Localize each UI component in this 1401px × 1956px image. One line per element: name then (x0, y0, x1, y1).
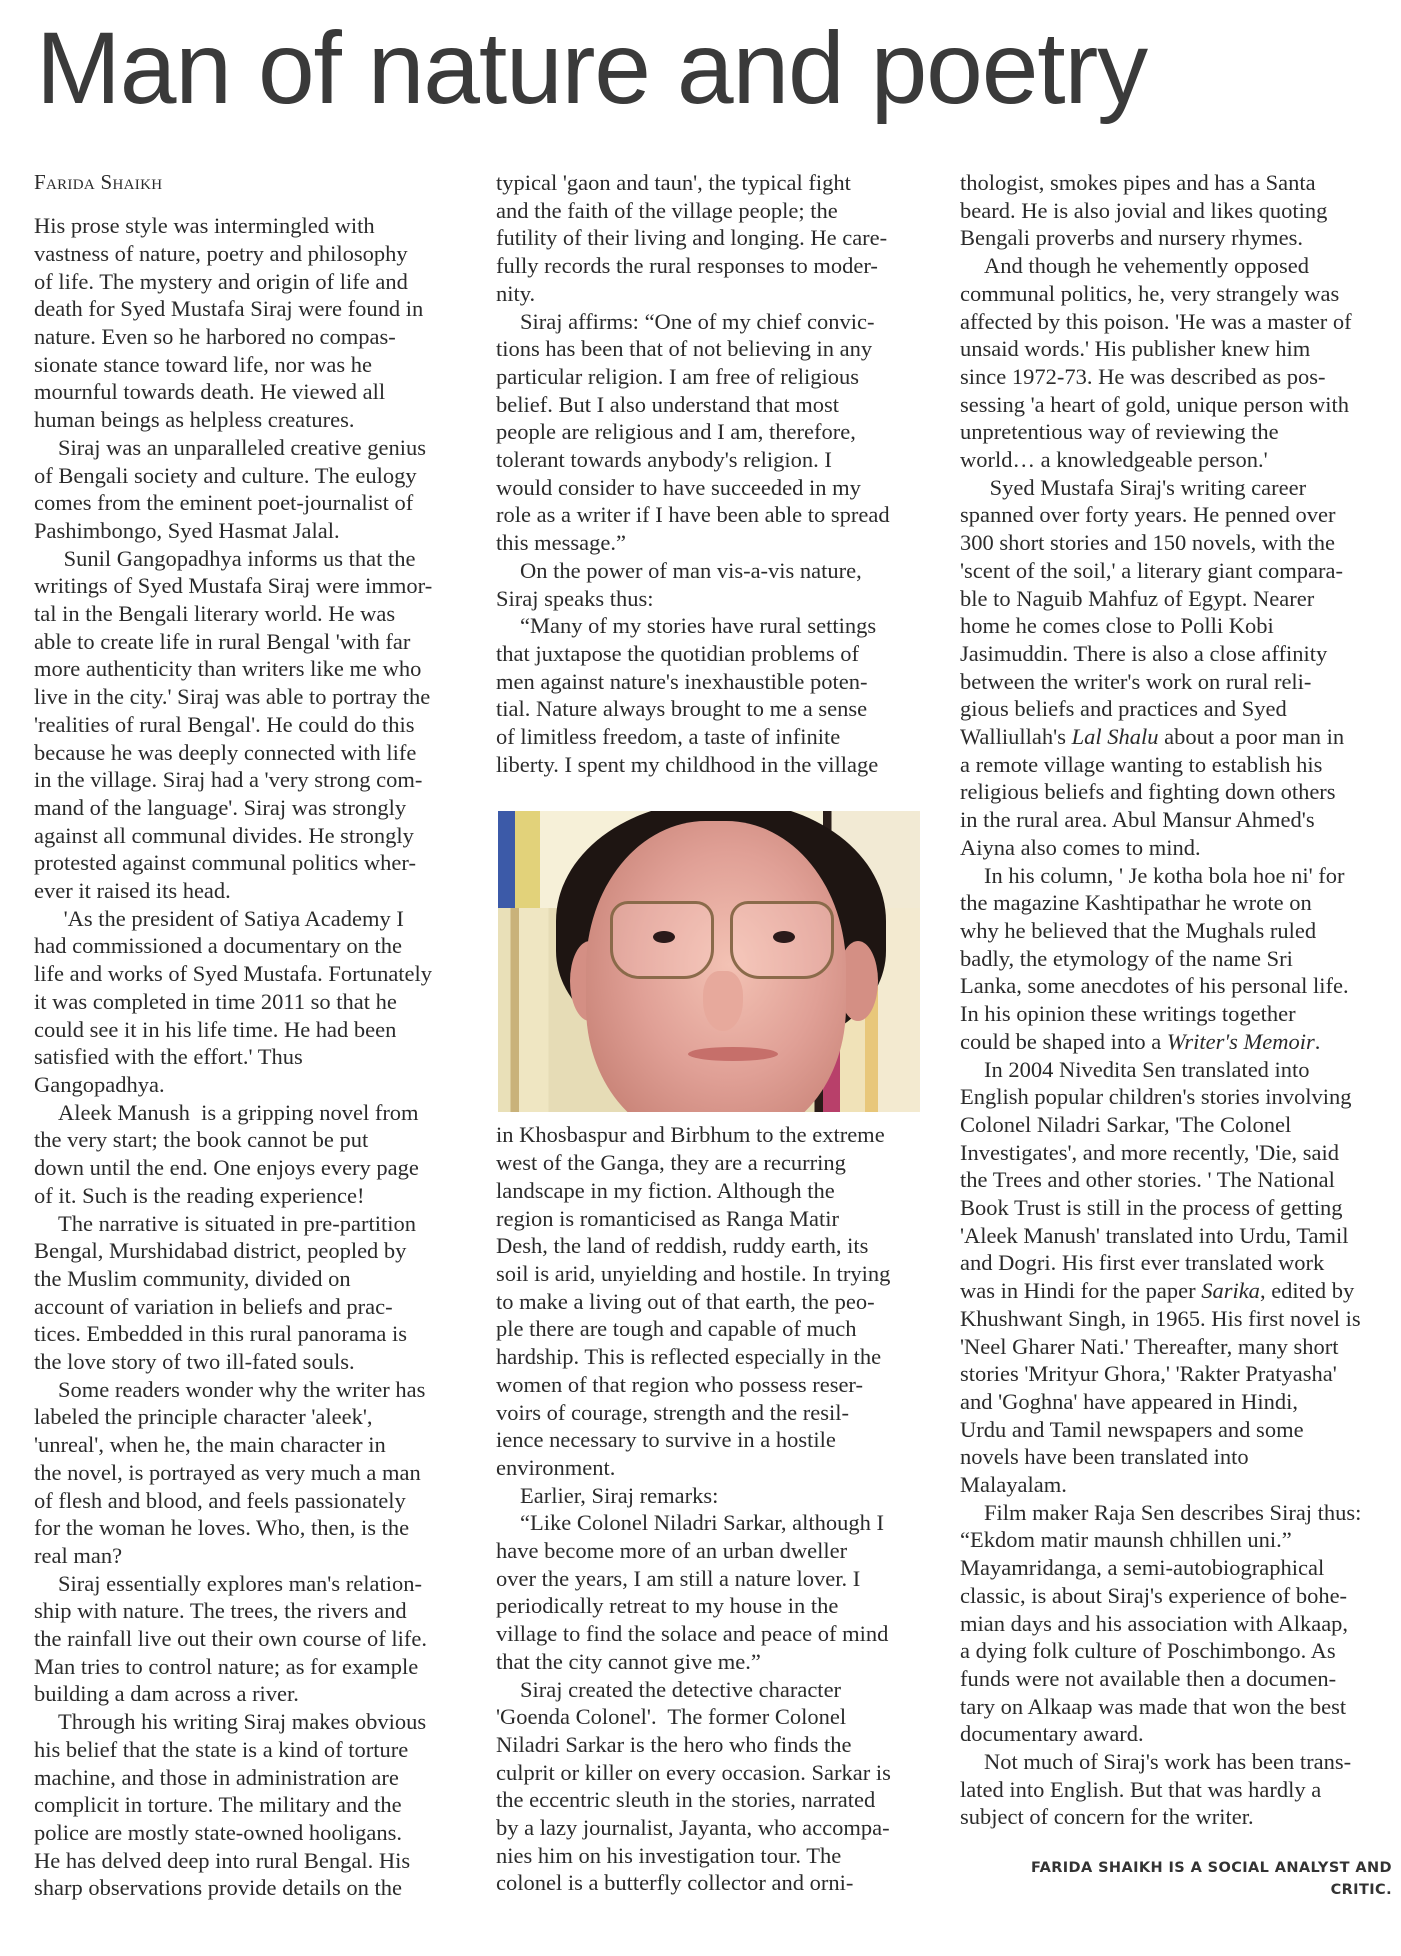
text-line: a dying folk culture of Poschimbongo. As (960, 1638, 1336, 1664)
text-line: classic, is about Siraj's experience of bohe- (960, 1582, 1348, 1608)
text-line: sessing 'a heart of gold, unique person with (960, 391, 1349, 417)
text-line: “Many of my stories have rural settings (520, 613, 877, 639)
text-line: He has delved deep into rural Bengal. His (34, 1847, 411, 1873)
paragraph (960, 862, 1400, 1056)
italic-title: Lal Shalu (1071, 724, 1159, 750)
text-line: over the years, I am still a nature lover. I (496, 1565, 861, 1591)
text-line: Through his writing Siraj makes obvious (58, 1709, 427, 1735)
text-segment: was in Hindi for the paper (960, 1278, 1202, 1304)
text-line: satisfied with the effort.' Thus (34, 1044, 303, 1070)
text-line: tices. Embedded in this rural panorama is (34, 1321, 408, 1347)
text-line: funds were not available then a documen- (960, 1665, 1337, 1691)
paragraph (496, 1509, 936, 1675)
text-line: Aiyna also comes to mind. (960, 834, 1201, 860)
paragraph (34, 434, 474, 545)
text-line: writings of Syed Mustafa Siraj were immor- (34, 573, 433, 599)
text-line: ble to Naguib Mahfuz of Egypt. Nearer (960, 585, 1315, 611)
text-line: account of variation in beliefs and prac- (34, 1293, 393, 1319)
text-line: periodically retreat to my house in the (496, 1593, 839, 1619)
text-line: colonel is a butterfly collector and orni- (496, 1870, 854, 1896)
text-line: women of that region who possess reser- (496, 1371, 863, 1397)
text-line: comes from the eminent poet-journalist of (34, 490, 414, 516)
text-line: “Like Colonel Niladri Sarkar, although I (520, 1510, 884, 1536)
text-line: Siraj speaks thus: (496, 585, 654, 611)
text-line: ple there are tough and capable of much (496, 1316, 857, 1342)
article-column-1 (34, 169, 474, 1902)
text-line: Syed Mustafa Siraj's writing career (984, 474, 1307, 500)
text-line: culprit or killer on every occasion. Sarkar is (496, 1759, 891, 1785)
text-line: gious beliefs and practices and Syed (960, 696, 1287, 722)
paragraph (960, 169, 1400, 252)
text-line: Aleek Manush is a gripping novel from (58, 1099, 419, 1125)
text-line: a remote village wanting to establish his (960, 751, 1323, 777)
text-line: Siraj essentially explores man's relation- (58, 1570, 422, 1596)
text-line: particular religion. I am free of religious (496, 363, 859, 389)
text-line: Niladri Sarkar is the hero who finds the (496, 1731, 852, 1757)
text-line: world… a knowledgeable person.' (960, 447, 1268, 473)
paragraph (34, 545, 474, 905)
text-line: liberty. I spent my childhood in the village (496, 751, 879, 777)
article-title: Man of nature and poetry (36, 11, 1147, 125)
text-line: novels have been translated into (960, 1444, 1249, 1470)
text-segment: about a poor man in (1158, 724, 1345, 750)
paragraph (960, 1748, 1400, 1831)
text-line: beard. He is also jovial and likes quoting (960, 197, 1328, 223)
text-line: 'realities of rural Bengal'. He could do this (34, 711, 415, 737)
text-line: Pashimbongo, Syed Hasmat Jalal. (34, 517, 340, 543)
article-column-2 (496, 169, 936, 1897)
text-line: of limitless freedom, a taste of infinite (496, 724, 841, 750)
text-line: unpretentious way of reviewing the (960, 419, 1279, 445)
italic-title: Writer's Memoir (1166, 1028, 1315, 1054)
text-line: men against nature's inexhaustible poten- (496, 668, 868, 694)
text-line: of flesh and blood, and feels passionately (34, 1487, 406, 1513)
text-line: police are mostly state-owned hooligans. (34, 1819, 403, 1845)
text-line: since 1972-73. He was described as pos- (960, 363, 1326, 389)
text-line: nature. Even so he harbored no compas- (34, 324, 396, 349)
text-line: hardship. This is reflected especially in the (496, 1344, 882, 1370)
text-line (960, 1277, 1400, 1305)
text-line: documentary award. (960, 1721, 1144, 1747)
text-line: tal in the Bengali literary world. He was (34, 601, 396, 627)
text-line: sionate stance toward life, nor was he (34, 351, 373, 377)
text-line: west of the Ganga, they are a recurring (496, 1150, 846, 1176)
text-line: In his column, ' Je kotha bola hoe ni' for (984, 862, 1345, 888)
text-line: of life. The mystery and origin of life and (34, 268, 408, 294)
text-line: the love story of two ill-fated souls. (34, 1349, 355, 1375)
paragraph (34, 1570, 474, 1709)
text-line: Investigates', and more recently, 'Die, said (960, 1139, 1340, 1165)
text-line: Man tries to control nature; as for example (34, 1653, 419, 1679)
text-line: machine, and those in administration are (34, 1764, 399, 1790)
paragraph (34, 1376, 474, 1570)
text-line: why he believed that the Mughals ruled (960, 917, 1317, 943)
text-line: complicit in torture. The military and the (34, 1792, 402, 1818)
author-credit (1031, 1857, 1392, 1901)
text-line: more authenticity than writers like me who (34, 656, 422, 682)
text-line: Khushwant Singh, in 1965. His first novel is (960, 1305, 1361, 1331)
text-line: protested against communal politics wher- (34, 850, 416, 876)
text-line: tary on Alkaap was made that won the best (960, 1693, 1347, 1719)
text-line: Book Trust is still in the process of getting (960, 1195, 1343, 1221)
text-line: In 2004 Nivedita Sen translated into (984, 1056, 1310, 1082)
text-line: real man? (34, 1542, 123, 1568)
text-line: the very start; the book cannot be put (34, 1127, 369, 1153)
text-line: soil is arid, unyielding and hostile. In trying (496, 1260, 891, 1286)
text-line: the novel, is portrayed as very much a man (34, 1459, 421, 1485)
paragraph (496, 557, 936, 612)
paragraph (960, 474, 1400, 862)
author-portrait-photo (498, 811, 920, 1112)
text-line (960, 1028, 1400, 1056)
text-line: Bengal, Murshidabad district, peopled by (34, 1238, 407, 1264)
text-line: life and works of Syed Mustafa. Fortunately (34, 961, 433, 987)
text-line: people are religious and I am, therefore, (496, 419, 856, 445)
article-column-3 (960, 169, 1400, 1831)
text-line: because he was deeply connected with life (34, 739, 417, 765)
author-byline: Farida Shaikh (34, 170, 163, 194)
text-line: would consider to have succeeded in my (496, 474, 861, 500)
text-line: the magazine Kashtipathar he wrote on (960, 890, 1312, 916)
paragraph (34, 1210, 474, 1376)
paragraph (34, 1099, 474, 1210)
text-line: mournful towards death. He viewed all (34, 379, 386, 405)
text-line: stories 'Mrityur Ghora,' 'Rakter Pratyasha' (960, 1361, 1337, 1387)
text-line: tial. Nature always brought to me a sense (496, 696, 868, 722)
text-line: nies him on his investigation tour. The (496, 1842, 842, 1868)
text-line: Urdu and Tamil newspapers and some (960, 1416, 1304, 1442)
text-line: Desh, the land of reddish, ruddy earth, its (496, 1233, 869, 1259)
text-line (960, 723, 1400, 751)
text-line: Malayalam. (960, 1472, 1067, 1498)
text-line: against all communal divides. He strongly (34, 822, 414, 848)
text-line: subject of concern for the writer. (960, 1804, 1254, 1830)
text-line: sharp observations provide details on the (34, 1875, 403, 1901)
paragraph (960, 252, 1400, 474)
text-line: tions has been that of not believing in any (496, 336, 873, 362)
text-line: mian days and his association with Alkaap, (960, 1610, 1349, 1636)
text-line: Earlier, Siraj remarks: (520, 1482, 719, 1508)
text-line: Some readers wonder why the writer has (58, 1376, 426, 1402)
text-line: Jasimuddin. There is also a close affinity (960, 640, 1328, 666)
paragraph (34, 1708, 474, 1902)
text-segment: , edited by (1259, 1278, 1355, 1304)
text-segment: Walliullah's (960, 724, 1072, 750)
text-line: His prose style was intermingled with (34, 213, 375, 239)
text-line: affected by this poison. 'He was a master of (960, 308, 1352, 334)
text-line: 'Aleek Manush' translated into Urdu, Tamil (960, 1222, 1349, 1248)
text-line: in the village. Siraj had a 'very strong com- (34, 767, 423, 793)
text-line: ever it raised its head. (34, 878, 231, 904)
text-line: 'unreal', when he, the main character in (34, 1432, 386, 1458)
text-line: 'Goenda Colonel'. The former Colonel (496, 1704, 847, 1730)
text-segment: could be shaped into a (960, 1028, 1167, 1054)
text-line: by a lazy journalist, Jayanta, who accompa- (496, 1815, 890, 1841)
credit-line: CRITIC. (1330, 1882, 1392, 1898)
text-line: Mayamridanga, a semi-autobiographical (960, 1555, 1325, 1581)
text-line: and Dogri. His first ever translated work (960, 1250, 1325, 1276)
paragraph (496, 1121, 936, 1481)
text-line: home he comes close to Polli Kobi (960, 613, 1274, 639)
column-1-body (34, 212, 474, 1902)
text-line: that the city cannot give me.” (496, 1648, 761, 1674)
text-line: communal politics, he, very strangely was (960, 280, 1340, 306)
text-line: to make a living out of that earth, the peo- (496, 1288, 875, 1314)
text-line: region is romanticised as Ranga Matir (496, 1205, 840, 1231)
text-line: nity. (496, 280, 536, 306)
text-line: his belief that the state is a kind of torture (34, 1736, 409, 1762)
text-line: Siraj affirms: “One of my chief convic- (520, 308, 875, 334)
text-line: ship with nature. The trees, the rivers and (34, 1598, 407, 1624)
text-line: futility of their living and longing. He care- (496, 225, 888, 251)
text-line: And though he vehemently opposed (984, 253, 1309, 279)
credit-line: FARIDA SHAIKH IS A SOCIAL ANALYST AND (1030, 1860, 1392, 1876)
text-line: belief. But I also understand that most (496, 391, 840, 417)
text-line: 300 short stories and 150 novels, with the (960, 530, 1335, 556)
text-line: Bengali proverbs and nursery rhymes. (960, 225, 1304, 251)
text-line: and the faith of the village people; the (496, 197, 838, 223)
text-line: labeled the principle character 'aleek', (34, 1404, 373, 1430)
text-line: the Trees and other stories. ' The National (960, 1167, 1335, 1193)
text-line: unsaid words.' His publisher knew him (960, 336, 1311, 362)
paragraph (34, 212, 474, 434)
text-line: 'As the president of Satiya Academy I (58, 905, 404, 931)
text-line: down until the end. One enjoys every page (34, 1155, 419, 1181)
text-line: could see it in his life time. He had been (34, 1016, 397, 1042)
text-line: English popular children's stories involving (960, 1084, 1352, 1110)
column-2-body-top (496, 169, 936, 778)
text-line: mand of the language'. Siraj was strongly (34, 794, 407, 820)
paragraph (960, 1499, 1400, 1748)
text-line: able to create life in rural Bengal 'with far (34, 628, 411, 654)
text-line: religious beliefs and fighting down others (960, 779, 1336, 805)
paragraph (496, 1676, 936, 1898)
text-line: live in the city.' Siraj was able to portray the (34, 684, 431, 710)
text-line: The narrative is situated in pre-partition (58, 1210, 417, 1236)
paragraph (496, 169, 936, 308)
text-line: 'Neel Gharer Nati.' Thereafter, many short (960, 1333, 1339, 1359)
text-line: “Ekdom matir maunsh chhillen uni.” (960, 1527, 1292, 1553)
text-line: Colonel Niladri Sarkar, 'The Colonel (960, 1111, 1292, 1137)
paragraph (496, 612, 936, 778)
text-line: In his opinion these writings together (960, 1001, 1296, 1027)
text-line: Lanka, some anecdotes of his personal life. (960, 973, 1349, 999)
text-line: 'scent of the soil,' a literary giant compara- (960, 557, 1343, 583)
text-line: of Bengali society and culture. The eulogy (34, 462, 417, 488)
paragraph (496, 1482, 936, 1510)
text-line: fully records the rural responses to moder- (496, 253, 878, 279)
text-line: spanned over forty years. He penned over (960, 502, 1336, 528)
text-line: thologist, smokes pipes and has a Santa (960, 170, 1316, 195)
text-line: death for Syed Mustafa Siraj were found in (34, 296, 424, 322)
text-line: it was completed in time 2011 so that he (34, 988, 397, 1014)
text-line: badly, the etymology of the name Sri (960, 945, 1293, 971)
text-line: Siraj created the detective character (520, 1676, 842, 1702)
text-line: Sunil Gangopadhya informs us that the (58, 545, 416, 571)
text-line: voirs of courage, strength and the resil- (496, 1399, 850, 1425)
text-line: role as a writer if I have been able to spread (496, 502, 890, 528)
text-line: have become more of an urban dweller (496, 1538, 848, 1564)
text-line: between the writer's work on rural reli- (960, 668, 1312, 694)
text-segment: . (1314, 1028, 1321, 1054)
text-line: human beings as helpless creatures. (34, 407, 355, 433)
text-line: of it. Such is the reading experience! (34, 1182, 365, 1208)
text-line: On the power of man vis-a-vis nature, (520, 557, 862, 583)
text-line: environment. (496, 1454, 616, 1480)
text-line: that juxtapose the quotidian problems of (496, 640, 860, 666)
text-line: this message.” (496, 530, 626, 556)
italic-title: Sarika (1201, 1278, 1260, 1304)
text-line: in the rural area. Abul Mansur Ahmed's (960, 807, 1315, 833)
column-3-body (960, 169, 1400, 1831)
text-line: for the woman he loves. Who, then, is the (34, 1515, 410, 1541)
text-line: building a dam across a river. (34, 1681, 299, 1707)
text-line: the eccentric sleuth in the stories, narrated (496, 1787, 876, 1813)
paragraph (34, 905, 474, 1099)
text-line: Not much of Siraj's work has been trans- (984, 1749, 1352, 1775)
text-line: Film maker Raja Sen describes Siraj thus: (984, 1499, 1362, 1525)
text-line: Siraj was an unparalleled creative genius (58, 434, 426, 460)
text-line: vastness of nature, poetry and philosophy (34, 240, 408, 266)
text-line: village to find the solace and peace of mind (496, 1621, 889, 1647)
text-line: the Muslim community, divided on (34, 1265, 351, 1291)
text-line: ience necessary to survive in a hostile (496, 1427, 836, 1453)
text-line: Gangopadhya. (34, 1071, 165, 1097)
text-line: and 'Goghna' have appeared in Hindi, (960, 1388, 1298, 1414)
text-line: tolerant towards anybody's religion. I (496, 447, 832, 473)
text-line: landscape in my fiction. Although the (496, 1177, 835, 1203)
text-line: had commissioned a documentary on the (34, 933, 403, 959)
text-line: lated into English. But that was hardly a (960, 1776, 1322, 1802)
paragraph (496, 308, 936, 557)
text-line: in Khosbaspur and Birbhum to the extreme (496, 1122, 885, 1148)
paragraph (960, 1056, 1400, 1499)
text-line: typical 'gaon and taun', the typical fight (496, 170, 851, 195)
column-2-body-bottom (496, 1121, 936, 1897)
text-line: the rainfall live out their own course of life. (34, 1626, 427, 1652)
